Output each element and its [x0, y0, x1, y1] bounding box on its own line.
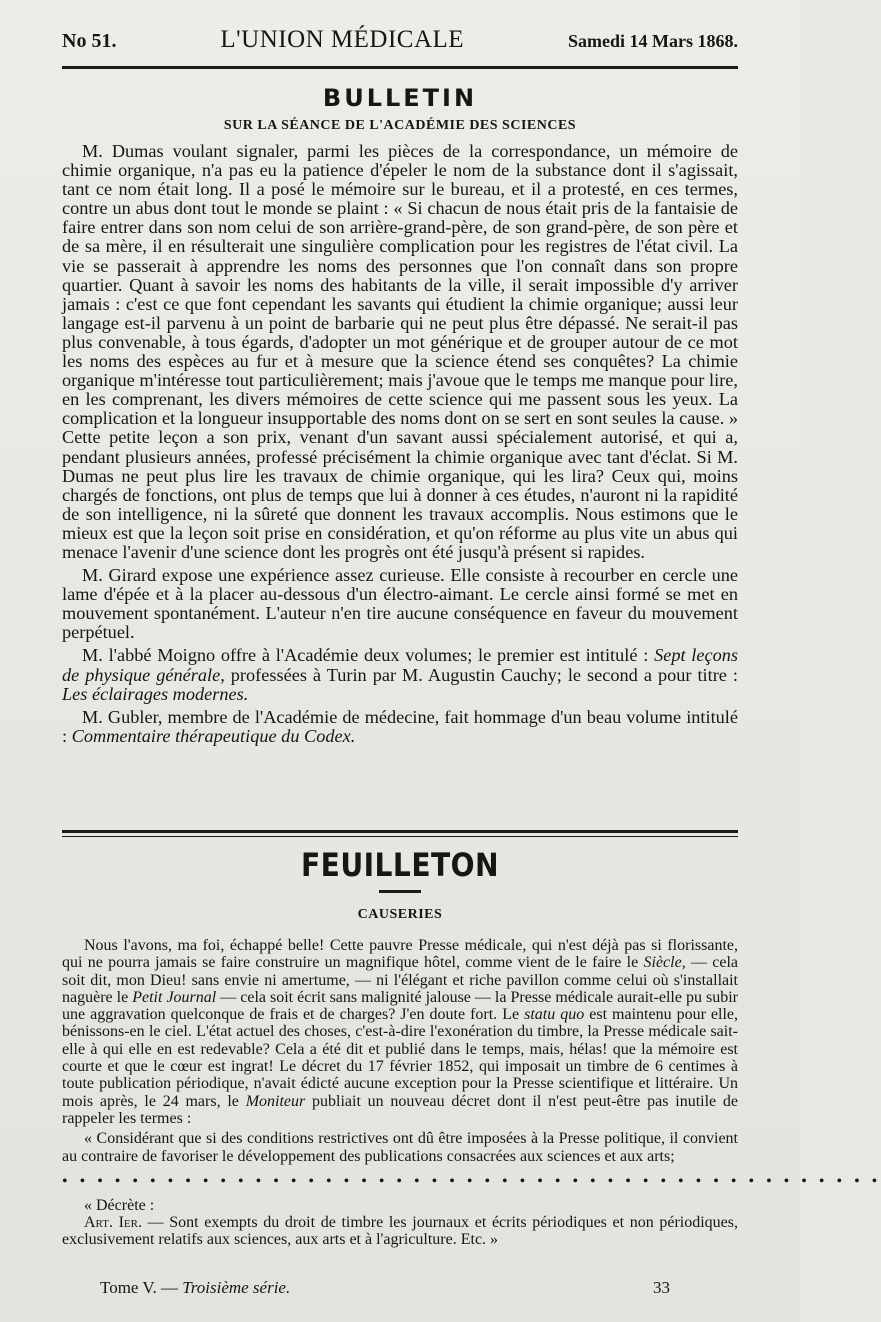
feuilleton-rule-thick [62, 830, 738, 833]
decree-label: « Décrète : [84, 1196, 155, 1214]
feuilleton-rule-thin [62, 836, 738, 837]
bulletin-title: BULLETIN [322, 84, 478, 112]
header-rule [62, 66, 738, 69]
causeries-heading: CAUSERIES [357, 907, 443, 922]
page-number: 33 [653, 1278, 670, 1297]
series-label: Troisième série. [182, 1278, 291, 1297]
journal-title: L'UNION MÉDICALE [220, 26, 465, 53]
bulletin-body [62, 142, 738, 746]
text-run: M. Dumas voulant signaler, parmi les pièces de la correspondance, un mémoire de chimie organique, n'a pas eu la patience d'épeler le nom de la substance dont il s'agissait, tant ce nom était long. Il a posé le mémoire sur le bureau, et il a protesté, en ces termes, contre un abus dont tout le monde se plaint : « Si chacun de nous était pris de la fantaisie de faire entrer dans son nom celui de son arrière-grand-père, de son grand-père, de son père et de sa mère, il en résulterait une singulière complication pour les registres de l'état civil. La vie se passerait à apprendre les noms des personnes que l'on connaît dans son propre quartier. Quant à savoir les noms des habitants de la ville, il serait impossible d'y arriver jamais : c'est ce que font cependant les savants qui étudient la chimie organique; aussi leur langage est-il parvenu à un point de barbarie qui ne peut plus être dépassé. Ne serait-il pas plus convenable, à tous égards, d'adopter un mot générique et de grouper autour de ce mot les noms des espèces au fur et à mesure que la science étend ses conquêtes? La chimie organique m'intéresse tout particulièrement; mais j'avoue que le temps me manque pour lire, en les comprenant, les divers mémoires de cette science qui me passent sous les yeux. La complication et la longueur insupportable des noms dont on se sert en sont seules la cause. » Cette petite leçon a son prix, venant d'un savant aussi spécialement autorisé, et qui a, pendant plusieurs années, professé précisément la chimie organique avec tant d'éclat. Si M. Dumas ne peut plus lire les travaux de chimie organique, qui les lira? Ceux qui, moins chargés de fonctions, ont plus de temps que lui à donner à ces études, n'auront ni la rapidité de son intelligence, ni la sûreté que donnent les travaux accomplis. Nous estimons que le mieux est que la leçon soit prise en considération, et qu'on réforme au plus vite un abus qui menace l'avenir d'une science dont les progrès ont été jusqu'à présent si rapides. [62, 141, 738, 562]
text-run: — Sont exempts du droit de timbre les journaux et écrits périodiques et non périodiques, exclusivement relatifs aux sciences, aux arts et à l'agriculture. Etc. » [62, 1214, 739, 1249]
decree-article [62, 1214, 738, 1249]
italic-title: Moniteur [245, 1092, 306, 1110]
paragraph [62, 142, 738, 562]
italic-title: statu quo [524, 1006, 585, 1024]
feuilleton-title: FEUILLETON [300, 846, 500, 884]
text-run: M. Girard expose une expérience assez curieuse. Elle consiste à recourber en cercle une lame d'épée et à la placer au-dessous d'un électro-aimant. Le cercle ainsi formé se met en mouvement spontanément. L'auteur n'en tire aucune conséquence en faveur du mouvement perpétuel. [62, 565, 738, 643]
text-run: publiait un nouveau décret dont il n'est peut-être pas inutile de rappeler les termes : [62, 1092, 738, 1127]
paragraph [62, 1130, 738, 1165]
paragraph [62, 937, 738, 1127]
volume-label: Tome V. — [100, 1278, 183, 1297]
text-run: M. l'abbé Moigno offre à l'Académie deux volumes; le premier est intitulé : [82, 645, 655, 666]
text-run: Nous l'avons, ma foi, échappé belle! Cette pauvre Presse médicale, qui n'est déjà pas si florissante, qui ne pourra jamais se faire construire un magnifique hôtel, comme vient de le faire le [62, 937, 738, 972]
feuilleton-section [62, 846, 881, 1249]
italic-title: Commentaire thérapeutique du Codex. [71, 725, 356, 746]
text-run: M. Gubler, membre de l'Académie de médecine, fait hommage d'un beau volume intitulé : [62, 706, 738, 746]
issue-number: No 51. [62, 30, 117, 52]
ellipsis-dots: • • • • • • • • • • • • • • • • • • • • • • • • • • • • • • • • • • • • • • • • • • • • • • • [62, 1172, 881, 1190]
text-run: est maintenu pour elle, bénissons-en le ciel. L'état actuel des choses, c'est-à-dire l'exonération du timbre, la Presse médicale sait-elle à qui elle en est redevable? Cela a été dit et publié dans le temps, mais, hélas! que la mémoire est courte et que le cœur est ingrat! Le décret du 17 février 1852, qui imposait un timbre de 6 centimes à toute publication périodique, n'avait édicté aucune exception pour la Presse scientifique et littéraire. Un mois après, le 24 mars, le [62, 1006, 739, 1110]
paragraph [62, 708, 738, 746]
paragraph [62, 566, 738, 642]
bulletin-section [62, 84, 738, 746]
issue-date: Samedi 14 Mars 1868. [567, 31, 738, 51]
italic-title: Petit Journal [132, 988, 217, 1006]
italic-title: Siècle, [643, 954, 686, 972]
page-footer [100, 1278, 670, 1298]
page-header [62, 26, 738, 66]
italic-title: Les éclairages modernes. [62, 683, 249, 704]
paragraph [62, 646, 738, 703]
text-run: Art. Ier. [84, 1214, 142, 1232]
text-run: — cela soit dit, mon Dieu! sans envie ni amertume, — ni l'élégant et riche pavillon comme celui où s'installait naguère le [62, 954, 738, 1006]
bulletin-subtitle: SUR LA SÉANCE DE L'ACADÉMIE DES SCIENCES [223, 118, 577, 133]
text-run: — cela soit écrit sans malignité jalouse — la Presse médicale aurait-elle pu subir une aggravation quelconque de frais et de charges? J'en doute fort. Le [62, 988, 739, 1024]
volume-series [100, 1278, 290, 1298]
text-run: professées à Turin par M. Augustin Cauchy; le second a pour titre : [224, 664, 738, 685]
italic-title: Sept leçons de physique générale, [62, 645, 739, 685]
text-run: « Considérant que si des conditions restrictives ont dû être imposées à la Presse politique, il convient au contraire de favoriser le développement des publications consacrées aux sciences et aux arts; [62, 1130, 738, 1165]
title-underline [379, 890, 421, 893]
feuilleton-body [62, 937, 738, 1165]
